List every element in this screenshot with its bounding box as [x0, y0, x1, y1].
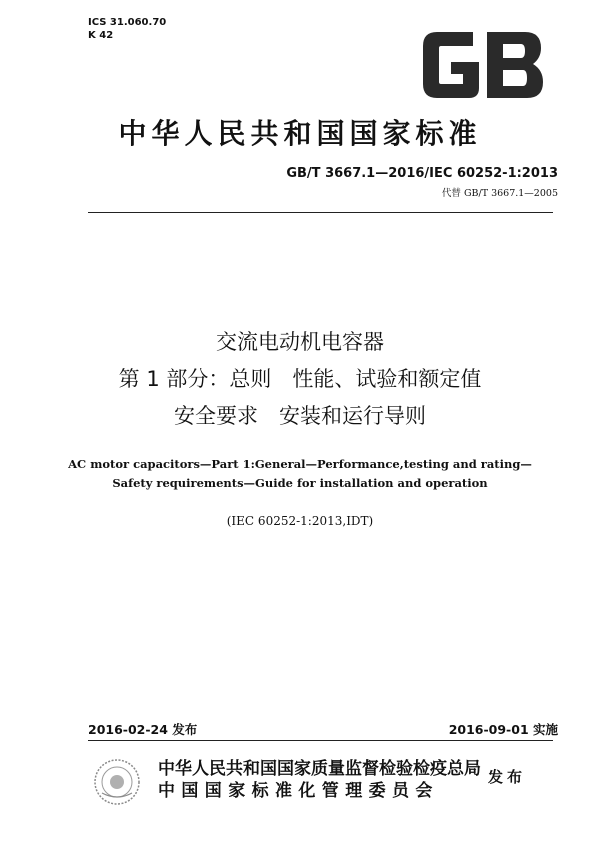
english-title-line-2: Safety requirements—Guide for installation and operation: [112, 476, 488, 490]
national-standard-title: 中华人民共和国国家标准: [118, 117, 482, 150]
anti-counterfeit-stamp-icon: [92, 757, 142, 807]
replaces-standard: 代替 GB/T 3667.1—2005: [441, 188, 558, 199]
iec-equivalence: (IEC 60252-1:2013,IDT): [226, 514, 374, 528]
footer-divider: [88, 740, 553, 741]
issue-date: 2016-02-24 发布: [88, 722, 198, 737]
classification-codes: [88, 16, 166, 42]
implementation-date: 2016-09-01 实施: [448, 722, 558, 737]
ccs-code: K 42: [88, 30, 114, 41]
chinese-title-line-2: 第 1 部分：总则 性能、试验和额定值: [118, 367, 482, 391]
issuer-sac: 中国国家标准化管理委员会: [158, 781, 439, 801]
gb-logo-icon: [417, 26, 549, 104]
header-divider: [88, 212, 553, 213]
chinese-title-line-3: 安全要求 安装和运行导则: [174, 404, 426, 428]
ics-code: ICS 31.060.70: [88, 17, 167, 28]
issuer-aqsiq: 中华人民共和国国家质量监督检验检疫总局: [158, 759, 481, 779]
english-title-line-1: AC motor capacitors—Part 1:General—Performance,testing and rating—: [68, 457, 532, 471]
publish-label: 发布: [488, 768, 527, 786]
chinese-title-line-1: 交流电动机电容器: [216, 330, 384, 354]
standard-number: GB/T 3667.1—2016/IEC 60252-1:2013: [286, 166, 558, 181]
